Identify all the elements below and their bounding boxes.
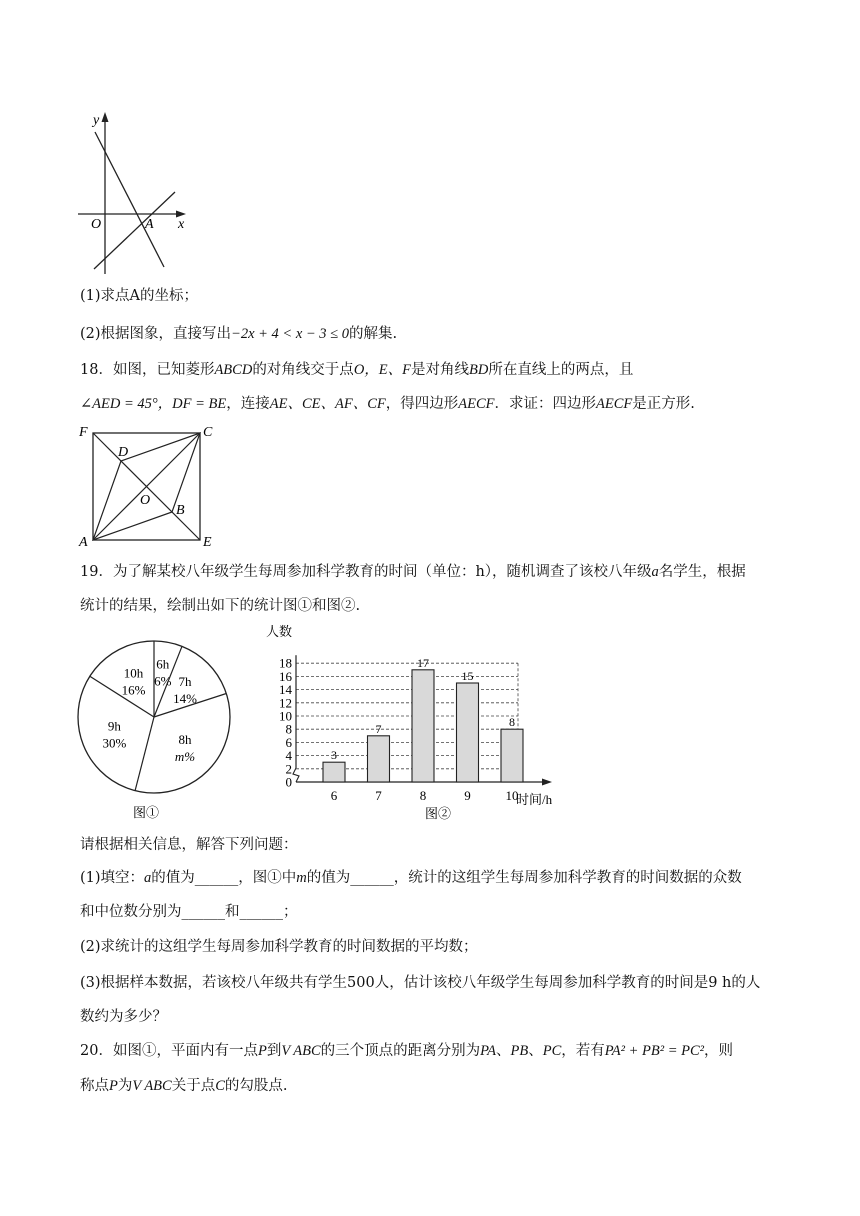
q20-line1: 20．如图①，平面内有一点P到V ABC的三个顶点的距离分别为PA、PB、PC，若有PA² + PB² = PC²，则	[80, 1043, 733, 1059]
x-axis-arrow	[542, 779, 552, 786]
q19-line1: 19．为了解某校八年级学生每周参加科学教育的时间（单位：h），随机调查了该校八年级a名学生，根据	[80, 564, 746, 580]
line-increasing	[94, 192, 175, 269]
q19-part3-line1: (3)根据样本数据，若该校八年级共有学生500人，估计该校八年级学生每周参加科学教育的时间是9 h的人	[80, 975, 761, 991]
q19-line2: 统计的结果，绘制出如下的统计图①和图②.	[80, 598, 361, 614]
bar-7	[368, 736, 390, 782]
label-o: O	[140, 493, 151, 508]
bar-value-label-10: 8	[509, 715, 515, 730]
bar-10	[501, 729, 523, 782]
label-c: C	[203, 425, 213, 440]
y-tick-label-10: 10	[279, 708, 292, 724]
bar-8	[412, 670, 434, 782]
x-tick-label-9: 9	[464, 788, 471, 803]
q19-prompt: 请根据相关信息，解答下列问题：	[80, 837, 298, 853]
pie-slice-percent-1: 14%	[173, 690, 197, 706]
y-tick-label-14: 14	[279, 682, 292, 698]
y-tick-label-6: 6	[285, 734, 292, 750]
y-tick-label-8: 8	[285, 721, 292, 737]
label-origin: O	[91, 217, 102, 232]
bar-value-label-6: 3	[331, 748, 337, 763]
label-e: E	[203, 535, 212, 550]
bar-value-label-7: 7	[375, 721, 382, 736]
square-figure-q18	[76, 422, 226, 550]
label-b: B	[176, 503, 185, 518]
bar-chart	[262, 622, 592, 832]
label-d: D	[118, 445, 129, 460]
label-f: F	[79, 425, 88, 440]
y-tick-label-2: 2	[285, 761, 292, 777]
q18-line2: ∠AED = 45°，DF = BE，连接AE、CE、AF、CF，得四边形AECF．求证：四边形AECF是正方形.	[80, 396, 695, 412]
pie-slice-label-2: 8h	[178, 732, 192, 748]
pie-slice-percent-0: 6%	[154, 673, 172, 689]
pie-slice-label-3: 9h	[107, 718, 121, 734]
q20-line2: 称点P为V ABC关于点C的勾股点.	[80, 1078, 288, 1094]
y-axis-break	[293, 768, 299, 782]
y-tick-label-4: 4	[285, 748, 292, 764]
q17-part1: (1)求点A的坐标；	[80, 288, 199, 304]
bar-6	[323, 762, 345, 782]
q19-part1-line1: (1)填空：a的值为______，图①中m的值为______，统计的这组学生每周参加科学教育的时间数据的众数	[80, 870, 742, 886]
x-tick-label-6: 6	[330, 788, 338, 803]
label-x: x	[178, 217, 185, 232]
pie-slice-percent-4: 16%	[121, 682, 146, 698]
q17-part2: (2)根据图象，直接写出−2x + 4 < x − 3 ≤ 0的解集.	[80, 326, 398, 342]
y-axis-title: 人数	[266, 624, 293, 639]
x-tick-label-8: 8	[419, 788, 427, 803]
x-axis-title: 时间/h	[516, 792, 553, 807]
pie-slice-label-1: 7h	[178, 673, 192, 689]
q19-part2: (2)求统计的这组学生每周参加科学教育的时间数据的平均数；	[80, 939, 478, 955]
bar-9	[457, 683, 479, 782]
coordinate-graph-q17	[78, 112, 198, 277]
label-a: A	[79, 535, 88, 550]
bar-value-label-9: 15	[461, 669, 474, 683]
pie-slice-percent-3: 30%	[102, 735, 127, 751]
pie-slice-percent-2: m%	[174, 749, 196, 765]
y-tick-label-0: 0	[285, 774, 292, 790]
x-tick-label-10: 10	[505, 788, 519, 803]
pie-slice-label-4: 10h	[123, 665, 144, 681]
y-tick-label-12: 12	[279, 695, 292, 711]
bar-caption: 图②	[424, 806, 452, 821]
y-tick-label-16: 16	[279, 668, 292, 684]
q19-part1-line2: 和中位数分别为______和______；	[80, 904, 298, 920]
y-tick-label-18: 18	[279, 655, 292, 671]
pie-chart	[76, 636, 236, 826]
label-y: y	[93, 113, 100, 128]
x-tick-label-7: 7	[375, 788, 382, 803]
q18-line1: 18．如图，已知菱形ABCD的对角线交于点O，E、F是对角线BD所在直线上的两点，且	[80, 362, 634, 378]
pie-slice-label-0: 6h	[156, 656, 170, 672]
label-point-a: A	[145, 217, 154, 232]
q19-part3-line2: 数约为多少？	[80, 1009, 167, 1025]
pie-caption: 图①	[132, 805, 160, 820]
bar-value-label-8: 17	[417, 655, 429, 670]
y-axis-arrow	[102, 112, 109, 122]
